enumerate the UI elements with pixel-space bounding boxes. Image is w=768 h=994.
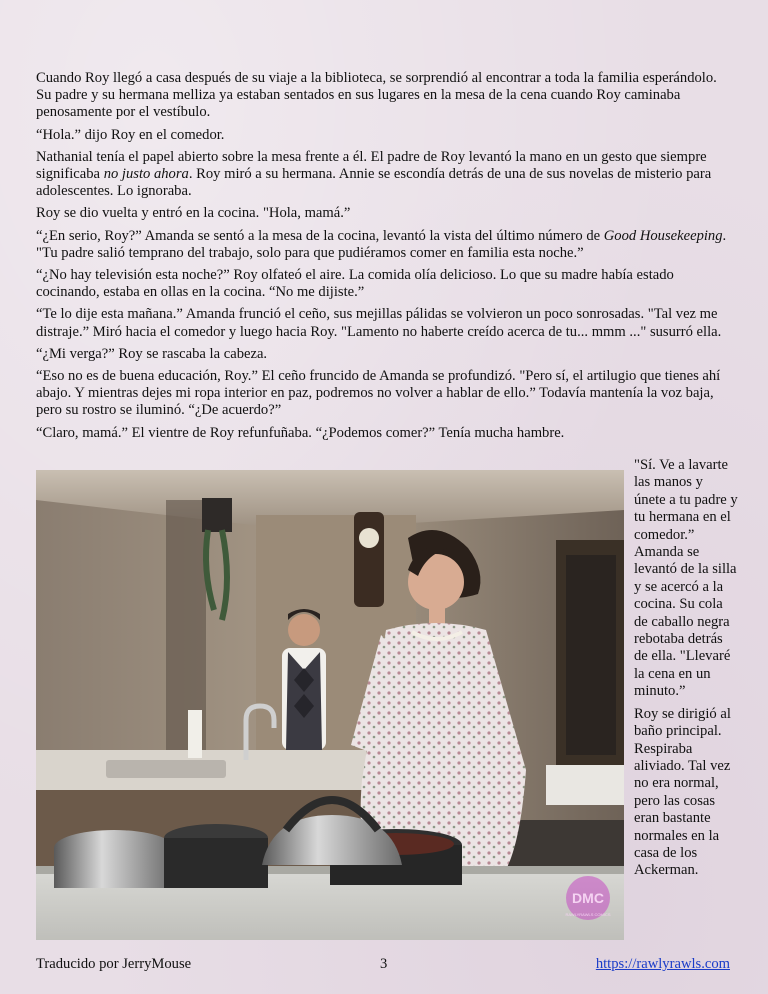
paragraph bbox=[36, 368, 734, 420]
text-run: “Te lo dije esta mañana.” Amanda frunció el ceño, sus mejillas pálidas se volvieron un poco sonrosadas. "Tal vez me distraje.” Miró hacia el comedor y luego hacia Roy. "Lamento no haberte creído acerca de tu... mmm ..." susurró ella. bbox=[36, 306, 722, 340]
text-run: . "Tu padre salió temprano del trabajo, solo para que pudiéramos comer en familia esta noche.” bbox=[36, 227, 727, 261]
text-run: “Claro, mamá.” El vientre de Roy refunfuñaba. “¿Podemos comer?” Tenía mucha hambre. bbox=[36, 424, 565, 441]
kitchen-scene bbox=[36, 470, 624, 940]
paragraph bbox=[36, 267, 734, 301]
side-paragraph: Roy se dirigió al baño principal. Respiraba aliviado. Tal vez no era normal, pero las cosas eran bastante normales en la casa de los Ackerman. bbox=[634, 705, 731, 879]
text-run: Roy se dio vuelta y entró en la cocina. "Hola, mamá.” bbox=[36, 205, 351, 222]
watermark-subtext: RAWLYRAWLS COMICS bbox=[565, 912, 611, 917]
text-run: “¿En serio, Roy?” Amanda se sentó a la mesa de la cocina, levantó la vista del último número de bbox=[36, 227, 604, 244]
italic-text: no justo ahora bbox=[103, 166, 189, 183]
page-footer bbox=[36, 956, 732, 976]
watermark-text: DMC bbox=[572, 890, 604, 906]
paragraph bbox=[36, 306, 734, 340]
page-number: 3 bbox=[380, 956, 388, 972]
paragraph bbox=[36, 346, 734, 363]
website-link[interactable]: https://rawlyrawls.com bbox=[595, 956, 730, 972]
text-run: “Eso no es de buena educación, Roy.” El ceño fruncido de Amanda se profundizó. "Pero sí, el artilugio que tienes ahí abajo. Y mientras dejes mi ropa interior en paz, podremos no volver a hablar de ello.” Todavía mantenía la voz baja, pero su rostro se iluminó. “¿De acuerdo?” bbox=[36, 368, 721, 419]
paragraph bbox=[36, 425, 734, 442]
text-run: Cuando Roy llegó a casa después de su viaje a la biblioteca, se sorprendió al encontrar a toda la familia esperándolo. Su padre y su hermana melliza ya estaban sentados en sus lugares en la mesa de la cena cuando Roy caminaba penosamente por el vestíbulo. bbox=[36, 70, 717, 121]
paragraph bbox=[36, 127, 734, 144]
text-run: Nathanial tenía el papel abierto sobre la mesa frente a él. El padre de Roy levantó la mano en un gesto que siempre significaba bbox=[36, 148, 707, 183]
paragraph bbox=[36, 70, 734, 122]
text-run: “¿Mi verga?” Roy se rascaba la cabeza. bbox=[36, 345, 268, 362]
side-text bbox=[634, 457, 738, 885]
paragraph bbox=[36, 205, 734, 222]
text-run: “Hola.” dijo Roy en el comedor. bbox=[36, 126, 225, 143]
paragraph bbox=[36, 149, 734, 201]
translator-credit: Traducido por JerryMouse bbox=[36, 956, 192, 972]
side-paragraph: "Sí. Ve a lavarte las manos y únete a tu padre y tu hermana en el comedor.” Amanda se levantó de la silla y se acercó a la cocina. Su cola de caballo negra rebotaba detrás de ella. "Llevaré la cena en un minuto.” bbox=[634, 457, 738, 700]
kitchen-illustration bbox=[36, 470, 624, 940]
main-text bbox=[36, 70, 734, 447]
italic-text: Good Housekeeping bbox=[603, 227, 723, 244]
text-run: . Roy miró a su hermana. Annie se escondía detrás de una de sus novelas de misterio para adolescentes. Lo ignoraba. bbox=[36, 166, 712, 200]
paragraph bbox=[36, 228, 734, 262]
text-run: “¿No hay televisión esta noche?” Roy olfateó el aire. La comida olía delicioso. Lo que su madre había estado cocinando, estaba en ollas en la cocina. “No me dijiste.” bbox=[36, 267, 674, 301]
